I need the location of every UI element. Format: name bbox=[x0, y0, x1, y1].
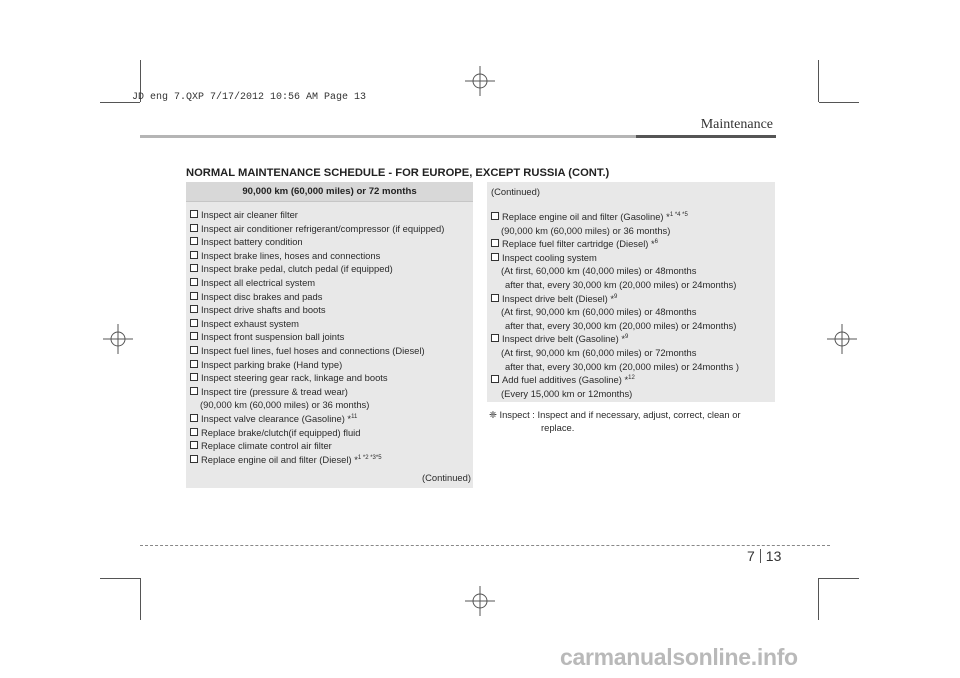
list-item: Inspect steering gear rack, linkage and boots bbox=[190, 371, 473, 385]
list-item-detail: (At first, 90,000 km (60,000 miles) or 72months bbox=[501, 346, 697, 358]
list-item: Inspect cooling system bbox=[491, 251, 775, 265]
list-item: Inspect fuel lines, fuel hoses and connections (Diesel) bbox=[190, 344, 473, 358]
checkbox-icon bbox=[190, 319, 198, 327]
list-item: Replace climate control air filter bbox=[190, 439, 473, 453]
checkbox-icon bbox=[491, 253, 499, 261]
crop-mark bbox=[818, 60, 819, 102]
list-item: Inspect all electrical system bbox=[190, 276, 473, 290]
list-item: Inspect front suspension ball joints bbox=[190, 330, 473, 344]
registration-mark-icon bbox=[465, 66, 495, 96]
checkbox-icon bbox=[190, 305, 198, 313]
list-item: Inspect drive belt (Diesel) *$^9$ bbox=[491, 292, 775, 306]
list-item-detail: (90,000 km (60,000 miles) or 36 months) bbox=[501, 224, 671, 236]
checkbox-icon bbox=[190, 414, 198, 422]
checkbox-icon bbox=[190, 278, 198, 286]
list-item-detail: after that, every 30,000 km (20,000 miles) or 24months ) bbox=[505, 360, 739, 372]
registration-mark-icon bbox=[465, 586, 495, 616]
list-item: Inspect drive belt (Gasoline) *$^9$ bbox=[491, 332, 775, 346]
crop-mark bbox=[140, 578, 141, 620]
checkbox-icon bbox=[190, 360, 198, 368]
header-rule bbox=[140, 135, 776, 138]
page-number bbox=[747, 548, 781, 564]
section-title: Maintenance bbox=[700, 117, 773, 132]
note-line: ❈ Inspect : Inspect and if necessary, adjust, correct, clean or bbox=[489, 409, 741, 420]
checkbox-icon bbox=[190, 428, 198, 436]
checkbox-icon bbox=[491, 212, 499, 220]
checkbox-icon bbox=[190, 332, 198, 340]
checkbox-icon bbox=[190, 373, 198, 381]
list-item: Inspect drive shafts and boots bbox=[190, 303, 473, 317]
checkbox-icon bbox=[190, 441, 198, 449]
list-item: Inspect valve clearance (Gasoline) *$^{11}$ bbox=[190, 412, 473, 426]
crop-mark bbox=[100, 578, 140, 579]
watermark: carmanualsonline.info bbox=[560, 644, 798, 670]
list-item: Inspect tire (pressure & tread wear) bbox=[190, 385, 473, 399]
list-item: Inspect air cleaner filter bbox=[190, 208, 473, 222]
list-item: Inspect brake pedal, clutch pedal (if equipped) bbox=[190, 262, 473, 276]
list-item: Replace engine oil and filter (Gasoline) *$^{1 *4 *5}$ bbox=[491, 210, 775, 224]
checkbox-icon bbox=[190, 455, 198, 463]
checkbox-icon bbox=[190, 346, 198, 354]
list-item-detail: after that, every 30,000 km (20,000 miles) or 24months) bbox=[505, 319, 737, 331]
checkbox-icon bbox=[491, 239, 499, 247]
note-line: replace. bbox=[541, 422, 575, 433]
continued-label: (Continued) bbox=[422, 472, 471, 483]
list-item-detail: (Every 15,000 km or 12months) bbox=[501, 387, 633, 399]
right-schedule-box bbox=[487, 182, 775, 402]
checkbox-icon bbox=[190, 292, 198, 300]
left-item-list bbox=[190, 208, 473, 466]
list-item: Inspect battery condition bbox=[190, 235, 473, 249]
list-item-detail: (90,000 km (60,000 miles) or 36 months) bbox=[200, 399, 370, 411]
checkbox-icon bbox=[190, 251, 198, 259]
list-item: Add fuel additives (Gasoline) *$^{12}$ bbox=[491, 373, 775, 387]
crop-mark bbox=[818, 578, 819, 620]
list-item: Inspect parking brake (Hand type) bbox=[190, 358, 473, 372]
checkbox-icon bbox=[190, 264, 198, 272]
left-schedule-box bbox=[186, 182, 473, 488]
page-separator bbox=[760, 549, 761, 563]
list-item-detail: (At first, 90,000 km (60,000 miles) or 48months bbox=[501, 306, 697, 318]
right-item-list bbox=[491, 210, 775, 400]
list-item: Inspect exhaust system bbox=[190, 317, 473, 331]
crop-mark bbox=[819, 102, 859, 103]
schedule-heading: NORMAL MAINTENANCE SCHEDULE - FOR EUROPE, EXCEPT RUSSIA (CONT.) bbox=[186, 167, 610, 179]
list-item: Inspect air conditioner refrigerant/compressor (if equipped) bbox=[190, 222, 473, 236]
checkbox-icon bbox=[491, 375, 499, 383]
checkbox-icon bbox=[491, 294, 499, 302]
page-number-value: 13 bbox=[765, 548, 782, 564]
list-item: Replace fuel filter cartridge (Diesel) *$^6$ bbox=[491, 237, 775, 251]
list-item: Inspect disc brakes and pads bbox=[190, 290, 473, 304]
inspect-note bbox=[489, 408, 773, 434]
crop-mark bbox=[819, 578, 859, 579]
checkbox-icon bbox=[190, 387, 198, 395]
registration-mark-icon bbox=[103, 324, 133, 354]
registration-mark-icon bbox=[827, 324, 857, 354]
checkbox-icon bbox=[491, 334, 499, 342]
list-item: Replace engine oil and filter (Diesel) *$^{1 *2 *3*5}$ bbox=[190, 453, 473, 467]
continued-label: (Continued) bbox=[491, 186, 540, 197]
checkbox-icon bbox=[190, 224, 198, 232]
chapter-number: 7 bbox=[747, 548, 755, 564]
print-slug: JD eng 7.QXP 7/17/2012 10:56 AM Page 13 bbox=[132, 92, 367, 103]
footer-rule bbox=[140, 545, 830, 546]
list-item-detail: after that, every 30,000 km (20,000 miles) or 24months) bbox=[505, 278, 737, 290]
checkbox-icon bbox=[190, 210, 198, 218]
list-item: Replace brake/clutch(if equipped) fluid bbox=[190, 426, 473, 440]
list-item-detail: (At first, 60,000 km (40,000 miles) or 48months bbox=[501, 265, 697, 277]
interval-title: 90,000 km (60,000 miles) or 72 months bbox=[186, 182, 473, 202]
checkbox-icon bbox=[190, 237, 198, 245]
list-item: Inspect brake lines, hoses and connections bbox=[190, 249, 473, 263]
